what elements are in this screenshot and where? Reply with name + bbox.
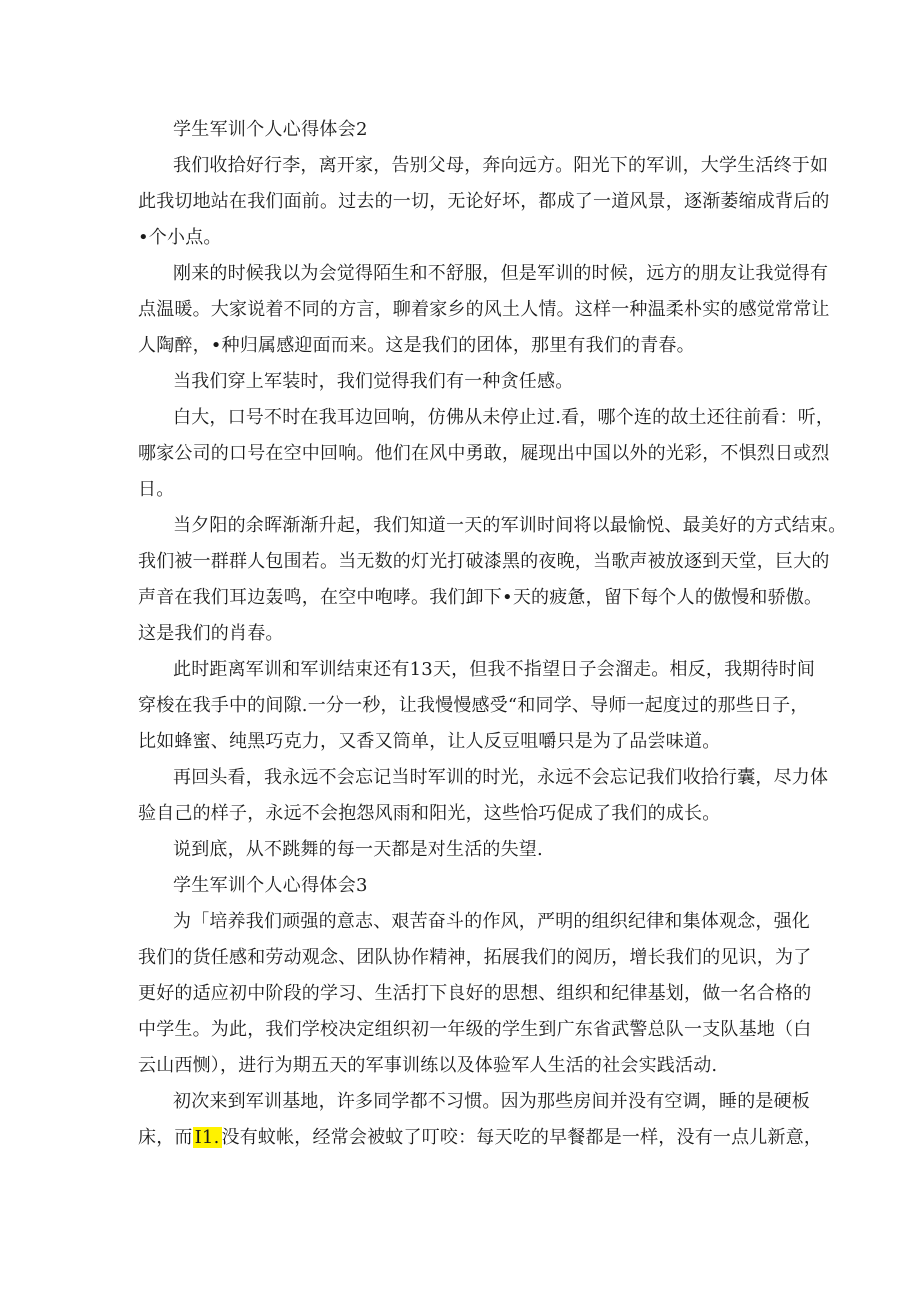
- section-heading: 学生军训个人心得体会2: [173, 119, 368, 140]
- paragraph: [138, 508, 847, 652]
- text-line: 我们的货任感和劳动观念、团队协作精神，拓展我们的阅历，增长我们的见识，为了: [138, 947, 812, 968]
- text-fragment: 没有蚊帐，经常会被蚊了叮咬：每天吃的早餐都是一样，没有一点儿新意，: [221, 1127, 823, 1148]
- paragraph: [138, 364, 790, 400]
- text-line: 再回头看，我永远不会忘记当时军训的时光，永远不会忘记我们收拾行囊，尽力体: [173, 767, 829, 788]
- text-line: 比如蜂蜜、纯黑巧克力，又香又筒单，让人反豆咀嚼只是为了品尝味道。: [138, 731, 721, 752]
- paragraph: [138, 904, 812, 1084]
- text-line: •个小点。: [138, 227, 222, 248]
- paragraph: [138, 148, 830, 256]
- section-heading: 学生军训个人心得体会3: [173, 875, 368, 896]
- text-line: 此时距离军训和军训结束还有13天，但我不指望日子会溜走。相反，我期待时间: [173, 659, 816, 680]
- text-line: 当我们穿上军装时，我们觉得我们有一种贪任感。: [173, 371, 574, 392]
- text-line: 刚来的时候我以为会觉得陌生和不舒服，但是军训的时候，远方的朋友让我觉得有: [173, 263, 829, 284]
- document-body: [138, 112, 847, 1156]
- text-line: 此我切地站在我们面前。过去的一切，无论好坏，都成了一道风景，逐渐萎缩成背后的: [138, 191, 830, 212]
- text-line: 验自己的样子，永远不会抱怨风雨和阳光，这些恰巧促成了我们的成长。: [138, 803, 721, 824]
- text-line: 点温暖。大家说着不同的方言，聊着家乡的风土人情。这样一种温柔朴实的感觉常常让: [138, 299, 830, 320]
- paragraph: [138, 652, 816, 760]
- text-line: 白大，口号不时在我耳边回响，仿佛从未停止过.看，哪个连的故土还往前看：听，: [173, 407, 835, 428]
- text-line: 哪家公司的口号在空中回响。他们在风中勇敢，屣现出中国以外的光彩，不惧烈日或烈: [138, 443, 830, 464]
- text-line: 更好的适应初中阶段的学习、生活打下良好的思想、组织和纪律基划，做一名合格的: [138, 983, 812, 1004]
- text-line: 云山西恻），进行为期五天的军事训练以及体验军人生活的社会实践活动.: [138, 1055, 718, 1076]
- highlighted-text: I1.: [194, 1127, 220, 1148]
- text-line: 中学生。为此，我们学校决定组织初一年级的学生到广东省武警总队一支队基地（白: [138, 1019, 812, 1040]
- paragraph: [138, 760, 829, 832]
- text-line: 声音在我们耳边轰鸣，在空中咆哮。我们卸下•天的疲惫，留下每个人的傲慢和骄傲。: [138, 587, 823, 608]
- text-line: 日。: [138, 479, 175, 500]
- paragraph: [138, 400, 835, 508]
- text-line: 说到底，从不跳舞的每一天都是对生活的失望.: [173, 839, 543, 860]
- text-fragment: 床，而: [138, 1127, 193, 1148]
- text-line: [138, 1120, 823, 1156]
- text-line: 初次来到军训基地，许多同学都不习惯。因为那些房间并没有空调，睡的是硬板: [173, 1091, 810, 1112]
- text-line: 人陶醉，•种归属感迎面而来。这是我们的团体，那里有我们的青春。: [138, 335, 695, 356]
- paragraph: [138, 1084, 823, 1156]
- text-line: 当夕阳的余晖渐渐升起，我们知道一天的军训时间将以最愉悦、最美好的方式结束。: [173, 515, 847, 536]
- text-line: 为「培养我们顽强的意志、艰苦奋斗的作风，严明的组织纪律和集体观念，强化: [173, 911, 810, 932]
- paragraph: [138, 832, 790, 868]
- text-line: 我们被一群群人包围若。当无数的灯光打破漆黑的夜晚，当歌声被放逐到天堂，巨大的: [138, 551, 830, 572]
- text-line: 我们收拾好行李，离开家，告别父母，奔向远方。阳光下的军训，大学生活终于如: [173, 155, 829, 176]
- text-line: 这是我们的肖春。: [138, 623, 284, 644]
- text-line: 穿梭在我手中的间隙.一分一秒，让我慢慢感受“和同学、导师一起度过的那些日子，: [138, 695, 809, 716]
- paragraph: [138, 256, 830, 364]
